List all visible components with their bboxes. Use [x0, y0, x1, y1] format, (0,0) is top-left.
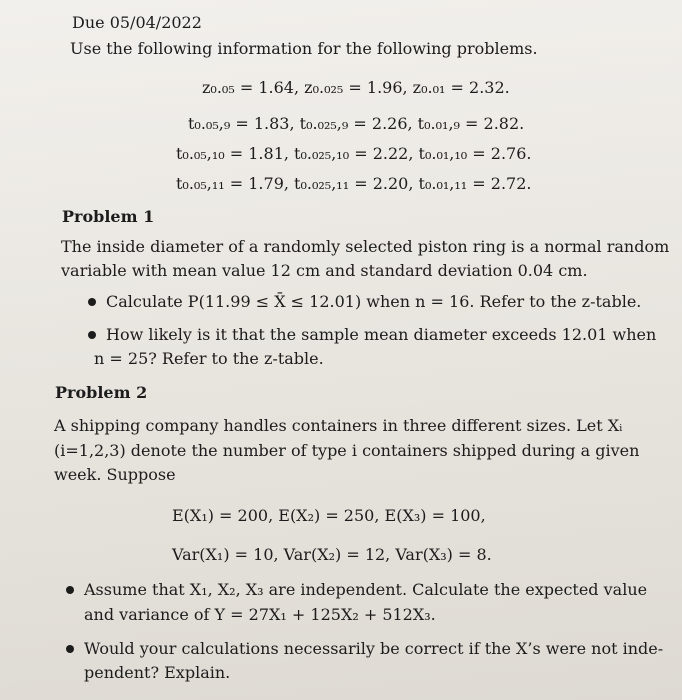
t-values-df9: t₀.₀₅,₉ = 1.83, t₀.₀₂₅,₉ = 2.26, t₀.₀₁,₉ = 2.82.	[188, 114, 525, 133]
t-values-df11: t₀.₀₅,₁₁ = 1.79, t₀.₀₂₅,₁₁ = 2.20, t₀.₀₁,₁₁ = 2.72.	[176, 174, 532, 193]
problem1-heading: Problem 1	[62, 207, 155, 226]
bullet-dot	[66, 645, 74, 653]
t-values-df10: t₀.₀₅,₁₀ = 1.81, t₀.₀₂₅,₁₀ = 2.22, t₀.₀₁,₁₀ = 2.76.	[176, 144, 532, 163]
problem2-bullet1-line1: Assume that X₁, X₂, X₃ are independent. Calculate the expected value	[84, 580, 648, 599]
problem2-bullet2-line1: Would your calculations necessarily be correct if the X’s were not inde-	[84, 639, 664, 658]
problem2-text-line3: week. Suppose	[54, 465, 176, 484]
problem1-bullet1: Calculate P(11.99 ≤ X̄ ≤ 12.01) when n = 16. Refer to the z-table.	[106, 292, 642, 311]
problem1-bullet2-line2: n = 25? Refer to the z-table.	[94, 349, 324, 368]
problem1-text-line1: The inside diameter of a randomly selected piston ring is a normal random	[61, 237, 670, 256]
bullet-dot	[66, 586, 74, 594]
due-date: Due 05/04/2022	[72, 13, 202, 32]
z-values: z₀.₀₅ = 1.64, z₀.₀₂₅ = 1.96, z₀.₀₁ = 2.32.	[202, 78, 510, 97]
problem2-bullet2-line2: pendent? Explain.	[84, 663, 231, 682]
problem2-text-line2: (i=1,2,3) denote the number of type i containers shipped during a given	[54, 441, 640, 460]
problem2-text-line1: A shipping company handles containers in three different sizes. Let Xᵢ	[54, 416, 623, 435]
variances-line: Var(X₁) = 10, Var(X₂) = 12, Var(X₃) = 8.	[172, 545, 492, 564]
bullet-dot	[88, 298, 96, 306]
problem1-bullet2-line1: How likely is it that the sample mean diameter exceeds 12.01 when	[106, 325, 657, 344]
bullet-dot	[88, 331, 96, 339]
problem1-text-line2: variable with mean value 12 cm and standard deviation 0.04 cm.	[61, 261, 588, 280]
problem2-bullet1-line2: and variance of Y = 27X₁ + 125X₂ + 512X₃.	[84, 605, 436, 624]
intro-text: Use the following information for the following problems.	[70, 39, 538, 58]
expectations-line: E(X₁) = 200, E(X₂) = 250, E(X₃) = 100,	[172, 506, 486, 525]
problem2-heading: Problem 2	[55, 383, 148, 402]
